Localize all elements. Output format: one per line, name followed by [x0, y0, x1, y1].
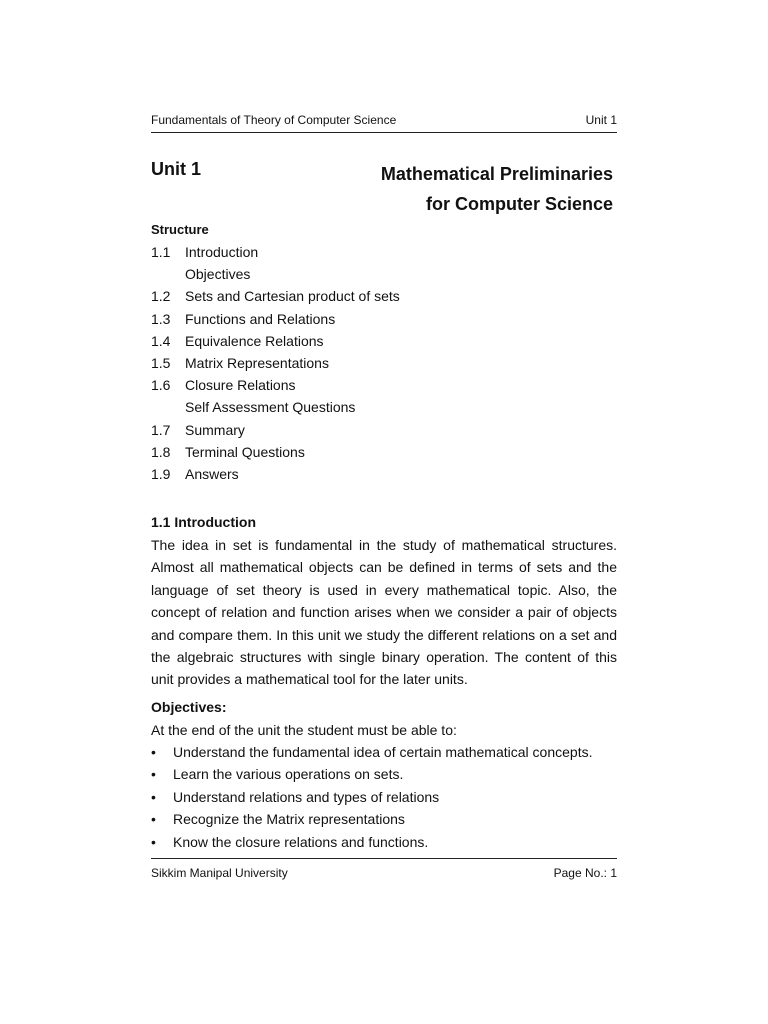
structure-item-label: Introduction	[185, 244, 259, 260]
structure-item-number: 1.8	[151, 443, 171, 460]
bullet-icon: •	[151, 788, 156, 805]
structure-item	[151, 464, 617, 486]
unit-label: Unit 1	[151, 159, 202, 179]
structure-item	[151, 397, 617, 419]
structure-item-label: Self Assessment Questions	[185, 399, 356, 416]
structure-item-label: Summary	[185, 421, 245, 438]
structure-item-number: 1.3	[151, 310, 171, 327]
header-unit-ref: Unit 1	[585, 113, 617, 127]
structure-item	[151, 242, 617, 264]
structure-list	[151, 242, 617, 486]
bullet-icon: •	[151, 766, 156, 783]
structure-item	[151, 331, 617, 353]
objectives-intro: At the end of the unit the student must be able to:	[151, 722, 457, 738]
introduction-paragraph: The idea in set is fundamental in the study of mathematical structures. Almost all mathematical objects can be defined in terms of sets and the language of set theory is used in every mathematical topic. Also, the concept of relation and function arises when we consider a pair of objects and compare them. In this unit we study the different relations on a set and the algebraic structures with single binary operation. The content of this unit provides a mathematical tool for the later units.	[151, 537, 617, 688]
structure-item	[151, 442, 617, 464]
structure-item-label: Terminal Questions	[185, 443, 305, 460]
objective-text: Learn the various operations on sets.	[173, 766, 404, 783]
bullet-icon: •	[151, 811, 156, 828]
bullet-icon: •	[151, 833, 156, 850]
structure-item-number: 1.1	[151, 244, 171, 260]
structure-item	[151, 420, 617, 442]
structure-item-label: Functions and Relations	[185, 310, 336, 327]
structure-item-label: Objectives	[185, 266, 251, 283]
structure-item-number: 1.6	[151, 377, 171, 394]
unit-title-line-2: for Computer Science	[425, 194, 613, 214]
running-header	[151, 112, 617, 133]
introduction-heading: 1.1 Introduction	[151, 514, 256, 530]
structure-heading: Structure	[151, 222, 209, 237]
unit-title-line-1: Mathematical Preliminaries	[380, 164, 613, 184]
objective-text: Know the closure relations and functions.	[173, 833, 429, 850]
header-book-title: Fundamentals of Theory of Computer Science	[151, 113, 397, 127]
structure-item-number: 1.9	[151, 465, 171, 482]
structure-item	[151, 353, 617, 375]
structure-item-label: Sets and Cartesian product of sets	[185, 288, 400, 305]
unit-title	[381, 159, 613, 219]
objective-item	[151, 764, 617, 786]
objective-text: Recognize the Matrix representations	[173, 811, 405, 828]
structure-item	[151, 286, 617, 308]
structure-item-label: Closure Relations	[185, 377, 296, 394]
structure-item-label: Answers	[185, 465, 239, 482]
objective-item	[151, 787, 617, 809]
objective-text: Understand relations and types of relations	[173, 788, 440, 805]
structure-item	[151, 264, 617, 286]
running-footer	[151, 858, 617, 883]
structure-item-number: 1.4	[151, 332, 171, 349]
structure-item-number: 1.5	[151, 354, 171, 371]
bullet-icon: •	[151, 744, 156, 760]
structure-item-number: 1.7	[151, 421, 171, 438]
objective-text: Understand the fundamental idea of certain mathematical concepts.	[173, 744, 593, 760]
objectives-heading: Objectives:	[151, 699, 227, 715]
footer-page-number: Page No.: 1	[553, 866, 617, 880]
objective-item	[151, 742, 617, 764]
footer-university: Sikkim Manipal University	[151, 866, 288, 880]
structure-item-number: 1.2	[151, 288, 171, 305]
structure-item	[151, 309, 617, 331]
objective-item	[151, 832, 617, 854]
structure-item-label: Equivalence Relations	[185, 332, 324, 349]
objectives-list	[151, 742, 617, 854]
structure-item-label: Matrix Representations	[185, 354, 329, 371]
structure-item	[151, 375, 617, 397]
objective-item	[151, 809, 617, 831]
